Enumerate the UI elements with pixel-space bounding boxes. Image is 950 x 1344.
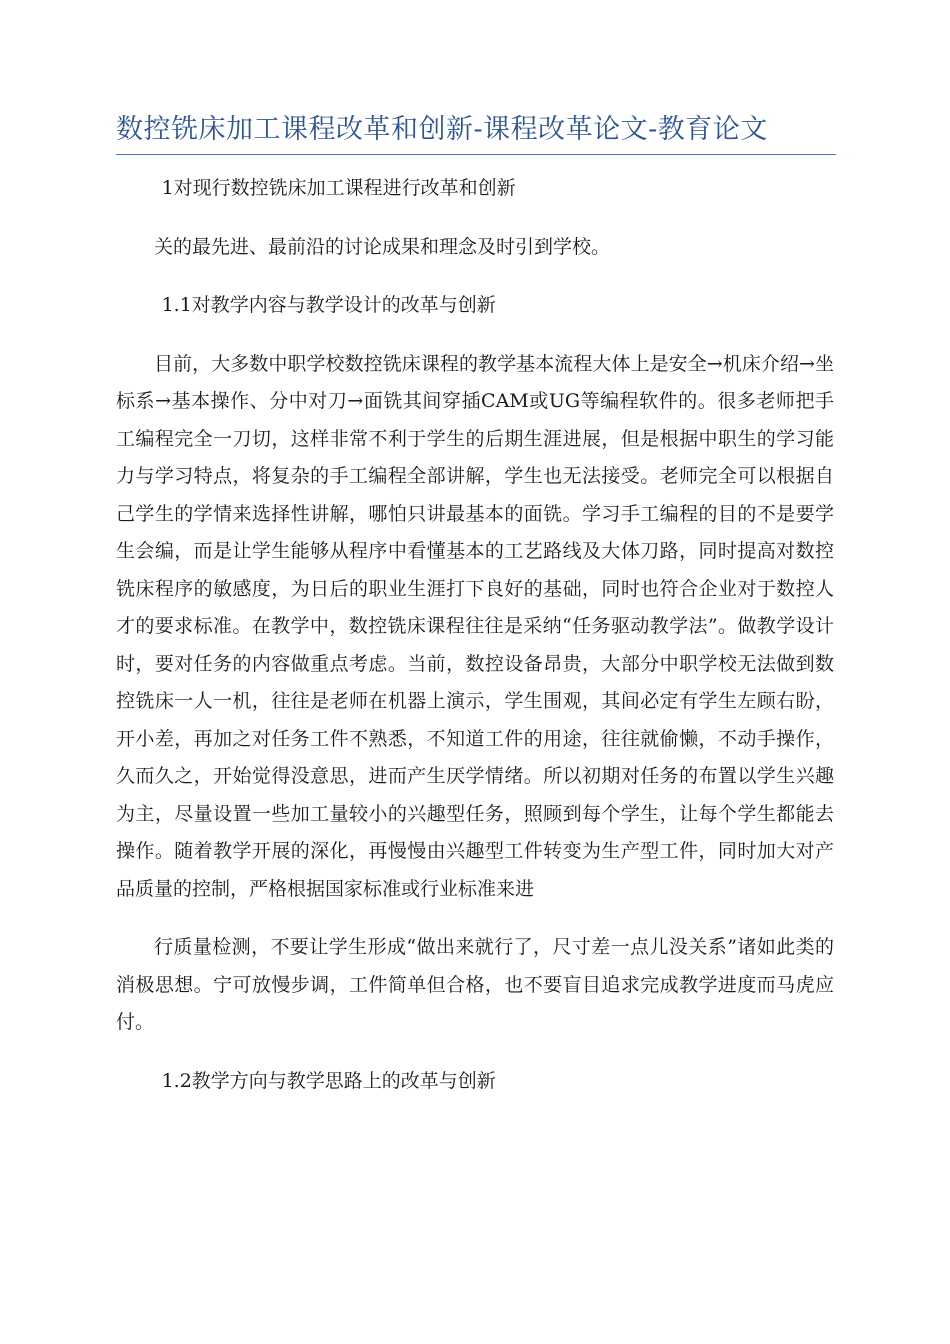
paragraph-continuation: 行质量检测，不要让学生形成“做出来就行了，尺寸差一点儿没关系”诸如此类的消极思想。宁可放慢步调，工件简单但合格，也不要盲目追求完成教学进度而马虎应付。 (116, 936, 834, 1033)
paragraph-intro: 关的最先进、最前沿的讨论成果和理念及时引到学校。 (154, 235, 611, 258)
section-heading-1-2: 1.2教学方向与教学思路上的改革与创新 (161, 1069, 496, 1092)
paragraph-gap (116, 1042, 834, 1063)
title-underline (116, 154, 836, 155)
paragraph-main: 目前，大多数中职学校数控铣床课程的教学基本流程大体上是安全→机床介绍→坐标系→基本操作、分中对刀→面铣其间穿插CAM或UG等编程软件的。很多老师把手工编程完全一刀切，这样非常不利于学生的后期生涯进展，但是根据中职生的学习能力与学习特点，将复杂的手工编程全部讲解，学生也无法接受。老师完全可以根据自己学生的学情来选择性讲解，哪怕只讲最基本的面铣。学习手工编程的目的不是要学生会编，而是让学生能够从程序中看懂基本的工艺路线及大体刀路，同时提高对数控铣床程序的敏感度，为日后的职业生涯打下良好的基础，同时也符合企业对于数控人才的要求标准。在教学中，数控铣床课程往往是采纳“任务驱动教学法”。做教学设计时，要对任务的内容做重点考虑。当前，数控设备昂贵，大部分中职学校无法做到数控铣床一人一机，往往是老师在机器上演示，学生围观，其间必定有学生左顾右盼，开小差，再加之对任务工件不熟悉，不知道工件的用途，往往就偷懒，不动手操作，久而久之，开始觉得没意思，进而产生厌学情绪。所以初期对任务的布置以学生兴趣为主，尽量设置一些加工量较小的兴趣型任务，照顾到每个学生，让每个学生都能去操作。随着教学开展的深化，再慢慢由兴趣型工件转变为生产型工件，同时加大对产品质量的控制，严格根据国家标准或行业标准来进 (116, 352, 834, 900)
paragraph-gap (116, 208, 834, 229)
section-heading-1: 1对现行数控铣床加工课程进行改革和创新 (161, 177, 516, 199)
paragraph-gap (116, 908, 834, 929)
document-body (116, 170, 834, 1100)
document-title: 数控铣床加工课程改革和创新-课程改革论文-教育论文 (116, 114, 768, 145)
paragraph-gap (116, 266, 834, 287)
section-heading-1-1: 1.1对教学内容与教学设计的改革与创新 (161, 294, 496, 316)
paragraph-gap (116, 325, 834, 346)
